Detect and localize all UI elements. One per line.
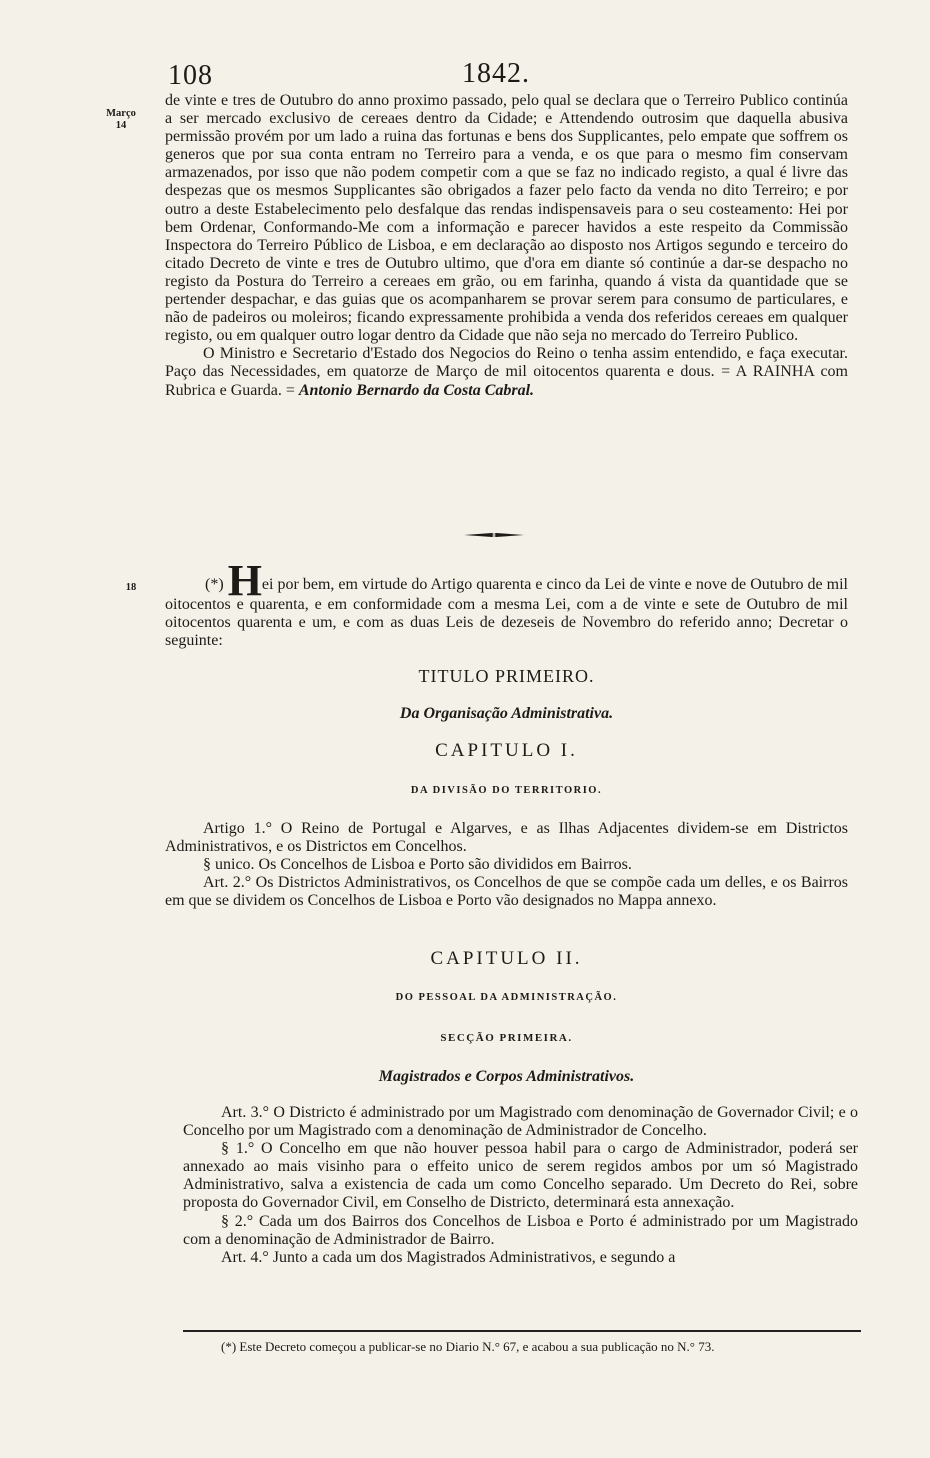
- titulo-subheading: Da Organisação Administrativa.: [399, 705, 614, 722]
- chapter-2-subheading: DO PESSOAL DA ADMINISTRAÇÃO.: [395, 992, 618, 1003]
- article-3: Art. 3.° O Districto é administrado por um Magistrado com denominação de Governador Civil; e o Concelho por um Magistrado com a denominação de Administrador de Concelho.: [183, 1104, 858, 1140]
- ornament-separator-icon: [462, 528, 526, 542]
- section-heading: SECÇÃO PRIMEIRA.: [440, 1032, 573, 1044]
- article-3-par-1: § 1.° O Concelho em que não houver pessoa habil para o cargo de Administrador, poderá ser annexado ao mais visinho para o effeito unico de serem regidos ambos por um só Magistrado Administrativo, salva a existencia de cada um como Concelho separado. Um Decreto do Rei, sobre proposta do Governador Civil, em Conselho de Districto, determinará esta annexação.: [183, 1140, 858, 1212]
- first-decree-closing: [165, 345, 848, 399]
- page-year-heading: 1842.: [462, 58, 530, 89]
- footnote: [183, 1338, 858, 1355]
- article-1-unico: § unico. Os Concelhos de Lisboa e Porto são divididos em Bairros.: [203, 856, 632, 874]
- margin-date-note-2: [114, 582, 148, 594]
- chapter-1-heading: CAPITULO I.: [435, 740, 578, 761]
- decree-intro-paragraph: [165, 556, 849, 650]
- chapter-2-heading: CAPITULO II.: [430, 948, 583, 969]
- article-1: Artigo 1.° O Reino de Portugal e Algarves, e as Ilhas Adjacentes dividem-se em Districtos Administrativos, e os Districtos em Concelhos.: [165, 820, 848, 856]
- section-articles: [183, 1104, 858, 1267]
- closing-text: O Ministro e Secretario d'Estado dos Negocios do Reino o tenha assim entendido, e faça executar. Paço das Necessidades, em quatorze de Março de mil oitocentos quarenta e dous. = A RAINHA com Rubrica e Guarda. =: [165, 345, 848, 399]
- first-decree-body: de vinte e tres de Outubro do anno proximo passado, pelo qual se declara que o Terreiro Publico continúa a ser mercado exclusivo de cereaes dentro da Cidade; e Attendendo outrosim que daquella abusiva permissão provém por um lado a ruina das fortunas e bens dos Supplicantes, pelo empate que soffrem os generos que por sua conta entram no Terreiro para a venda, e os que para o mesmo fim conservam armazenados, por isso que não podem competir com a que se faz no indicado registo, a qual é livre das despezas que os mesmos Supplicantes são obrigados a fazer pelo facto da venda no dito Terreiro; e por outro a deste Estabelecimento pelo desfalque das rendas indispensaveis para o seu costeamento: Hei por bem Ordenar, Conformando-Me com a informação e parecer havidos a este respeito da Commissão Inspectora do Terreiro Público de Lisboa, e em declaração ao disposto nos Artigos segundo e terceiro do citado Decreto de vinte e tres de Outubro ultimo, que d'ora em diante só continúe a dar-se despacho no registo da Postura do Terreiro a cereaes em grão, ou em farinha, quando á vista da quantidade que se pertender despachar, e das guias que os acompanharem se provar serem para consumo de particulares, e não de padeiros ou moleiros; ficando expressamente prohibida a venda dos referidos cereaes em qualquer registo, ou em qualquer outro logar dentro da Cidade que não seja no mercado do Terreiro Publico.: [165, 92, 848, 345]
- margin-day: 14: [115, 120, 127, 131]
- first-decree: [165, 92, 848, 400]
- article-2: Art. 2.° Os Districtos Administrativos, os Concelhos de que se compõe cada um delles, e os Bairros em que se dividem os Concelhos de Lisboa e Porto vão designados no Mappa annexo.: [165, 874, 848, 910]
- minister-signature: Antonio Bernardo da Costa Cabral.: [298, 381, 535, 399]
- article-4-start: Art. 4.° Junto a cada um dos Magistrados Administrativos, e segundo a: [221, 1248, 676, 1266]
- decree-intro-text: ei por bem, em virtude do Artigo quarenta e cinco da Lei de vinte e nove de Outubro de mil oitocentos e quarenta, e em conformidade com a mesma Lei, com a de vinte e sete de Outubro de mil oitocentos quarenta e um, e com as duas Leis de dezeseis de Novembro do referido anno; Decretar o seguinte:: [165, 576, 849, 650]
- article-3-par-2: § 2.° Cada um dos Bairros dos Concelhos de Lisboa e Porto é administrado por um Magistrado com a denominação de Administrador de Bairro.: [183, 1212, 858, 1248]
- chapter-1-subheading: DA DIVISÃO DO TERRITORIO.: [410, 785, 603, 796]
- margin-day-2: 18: [125, 582, 137, 593]
- footnote-text: (*) Este Decreto começou a publicar-se no Diario N.° 67, e acabou a sua publicação no N.° 73.: [221, 1339, 715, 1354]
- margin-date-note: [104, 108, 138, 132]
- titulo-heading: TITULO PRIMEIRO.: [418, 666, 595, 686]
- chapter-1-articles: [165, 820, 848, 910]
- section-subheading: Magistrados e Corpos Administrativos.: [378, 1068, 635, 1085]
- footnote-mark: (*): [205, 576, 224, 593]
- page-number: 108: [168, 60, 213, 91]
- second-decree-intro: [165, 556, 849, 650]
- margin-month: Março: [106, 108, 136, 119]
- footnote-rule: [183, 1330, 861, 1332]
- drop-cap: H: [227, 556, 262, 605]
